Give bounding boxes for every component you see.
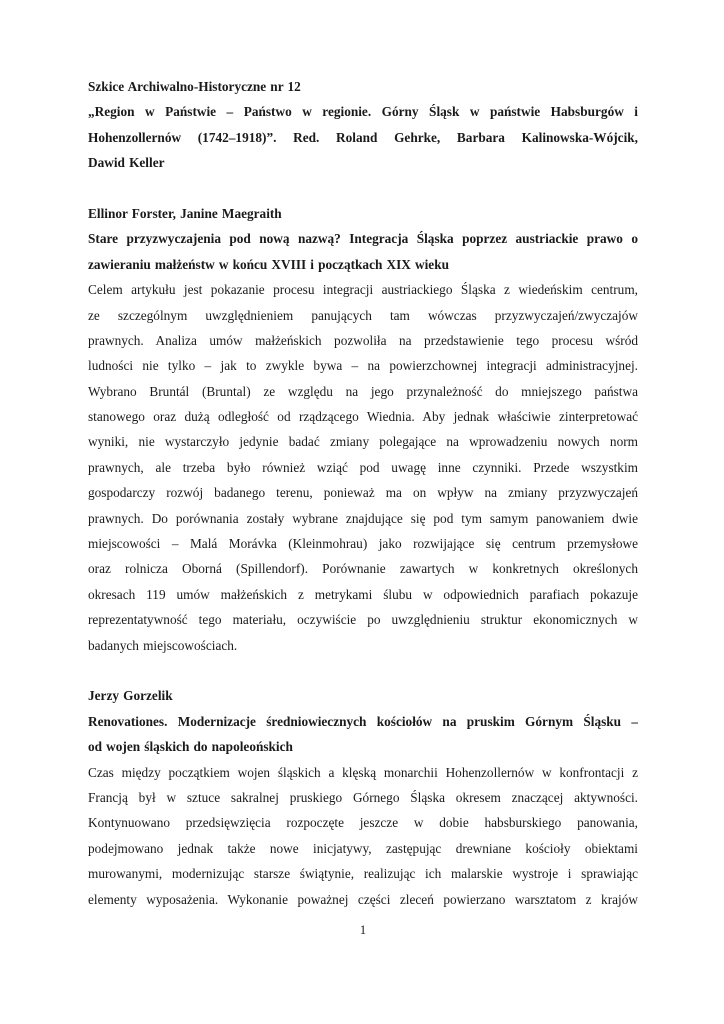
article-1-abstract: [88, 277, 638, 658]
text-line: ludności nie tylko – jak to zwykle bywa – na powierzchownej integracji administracyjnej.: [88, 358, 638, 374]
text-line: od wojen śląskich do napoleońskich: [88, 739, 293, 755]
text-line: Czas między początkiem wojen śląskich a klęską monarchii Hohenzollernów w konfrontacji z: [88, 764, 638, 780]
article-2-title: [88, 709, 638, 760]
text-line: Szkice Archiwalno-Historyczne nr 12: [88, 79, 301, 94]
text-line: „Region w Państwie – Państwo w regionie. Górny Śląsk w państwie Habsburgów i: [88, 104, 638, 120]
text-line: Francją był w sztuce sakralnej pruskiego Górnego Śląska okresem znaczącej aktywności.: [88, 789, 638, 805]
text-line: Dawid Keller: [88, 155, 165, 171]
paragraph-spacer: [88, 658, 638, 683]
text-line: Ellinor Forster, Janine Maegraith: [88, 205, 282, 221]
text-line: podejmowano jednak także nowe inicjatywy, zastępując drewniane kościoły obiektami: [88, 840, 638, 856]
article-1-authors: [88, 201, 638, 226]
paragraph-spacer: [88, 176, 638, 201]
text-line: Stare przyzwyczajenia pod nową nazwą? Integracja Śląska poprzez austriackie prawo o: [88, 231, 638, 247]
text-line: gospodarczy rozwój badanego terenu, ponieważ ma on wpływ na zmiany przyzwyczajeń: [88, 485, 638, 501]
text-line: okresach 119 umów małżeńskich z metrykami ślubu w odpowiednich parafiach pokazuje: [88, 586, 638, 602]
text-line: prawnych. Do porównania zostały wybrane znajdujące się pod tym samym panowaniem dwie: [88, 510, 638, 526]
text-line: Renovationes. Modernizacje średniowiecznych kościołów na pruskim Górnym Śląsku –: [88, 713, 638, 729]
article-2-abstract: [88, 760, 638, 912]
page-number: 1: [359, 923, 367, 937]
article-1-title: [88, 226, 638, 277]
text-line: miejscowości – Malá Morávka (Kleinmohrau) jako rozwijające się centrum przemysłowe: [88, 536, 638, 552]
text-line: elementy wyposażenia. Wykonanie poważnej części zleceń powierzano warsztatom z krajów: [88, 891, 638, 907]
text-line: wyniki, nie wystarczyło jedynie badać zmiany polegające na wprowadzeniu nowych norm: [88, 434, 638, 450]
text-line: Hohenzollernów (1742–1918)”. Red. Roland Gehrke, Barbara Kalinowska-Wójcik,: [88, 129, 638, 145]
text-line: badanych miejscowościach.: [88, 637, 238, 653]
text-line: prawnych. Analiza umów małżeńskich pozwoliła na przedstawienie tego procesu wśród: [88, 332, 638, 348]
text-line: Jerzy Gorzelik: [88, 688, 173, 704]
text-line: Kontynuowano przedsięwzięcia rozpoczęte jeszcze w dobie habsburskiego panowania,: [88, 815, 638, 831]
text-line: Celem artykułu jest pokazanie procesu integracji austriackiego Śląska z wiedeńskim centrum,: [88, 282, 638, 298]
text-line: stanowego oraz dużą odległość od rządzącego Wiednia. Aby jednak właściwie zinterpretować: [88, 409, 638, 425]
text-line: oraz rolnicza Oborná (Spillendorf). Porównanie zawartych w konkretnych określonych: [88, 561, 638, 577]
text-line: prawnych, ale trzeba było również wziąć pod uwagę inne czynniki. Przede wszystkim: [88, 459, 638, 475]
text-line: murowanymi, modernizując starsze świątynie, realizując ich malarskie wystroje i sprawiając: [88, 866, 638, 882]
series-title: [88, 74, 638, 99]
text-line: zawieraniu małżeństw w końcu XVIII i początkach XIX wieku: [88, 256, 449, 272]
text-line: ze szczególnym uwzględnieniem panujących tam wówczas przyzwyczajeń/zwyczajów: [88, 307, 638, 323]
text-line: Wybrano Bruntál (Bruntal) ze względu na jego przynależność do mniejszego państwa: [88, 383, 638, 399]
document-content: [88, 74, 638, 912]
volume-title: [88, 99, 638, 175]
article-2-author: [88, 683, 638, 708]
text-line: reprezentatywność tego materiału, oczywiście po uwzględnieniu struktur ekonomicznych w: [88, 612, 638, 628]
